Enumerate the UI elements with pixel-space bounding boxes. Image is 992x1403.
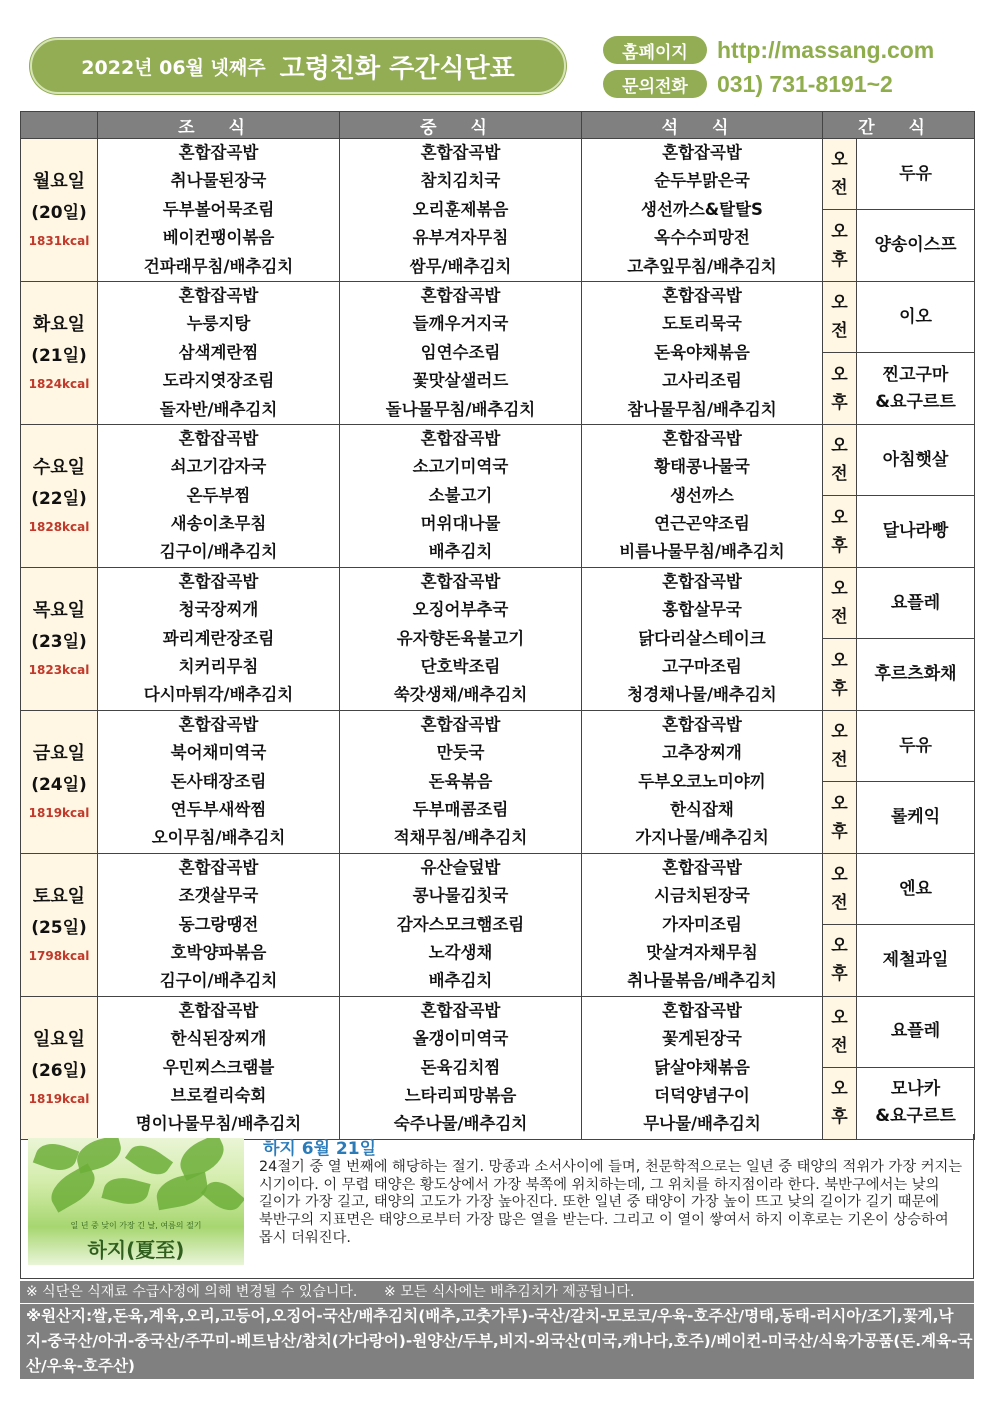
day-date: (24일)	[31, 774, 87, 795]
lunch-item: 소불고기	[428, 485, 493, 505]
homepage-link[interactable]: http://massang.com	[717, 36, 935, 63]
day-cell	[21, 139, 98, 282]
dinner-item: 혼합잡곡밥	[662, 143, 742, 162]
day-date: (21일)	[31, 345, 87, 366]
day-kcal: 1819kcal	[28, 1091, 90, 1106]
breakfast-item: 김구이/배추김치	[159, 971, 278, 991]
dinner-cell	[582, 567, 823, 710]
breakfast-item: 오이무침/배추김치	[151, 828, 286, 848]
breakfast-cell	[98, 424, 340, 567]
notes-title: 하지 6월 21일	[263, 1139, 377, 1159]
breakfast-cell	[98, 139, 340, 282]
table-header-row	[21, 112, 975, 139]
header-dinner: 석 식	[582, 112, 823, 139]
day-date: (23일)	[31, 631, 87, 652]
dinner-cell	[582, 853, 823, 996]
breakfast-cell	[98, 996, 340, 1139]
lunch-item: 노각생채	[428, 942, 493, 962]
lunch-item: 오징어부추국	[412, 600, 509, 620]
page-title: 고령친화 주간식단표	[279, 53, 515, 84]
breakfast-item: 북어채미역국	[170, 743, 267, 763]
lunch-item: 배추김치	[428, 542, 493, 562]
summer-solstice-image	[28, 1138, 244, 1265]
notes-section	[20, 1134, 974, 1279]
snack-am: 이오	[857, 281, 975, 352]
dinner-item: 무나물/배추김치	[643, 1114, 761, 1134]
dinner-item: 옥수수피망전	[654, 228, 750, 248]
snack-pm-label: 오 후	[823, 210, 857, 281]
lunch-item: 느타리피망볶음	[404, 1085, 517, 1105]
breakfast-item: 누룽지탕	[186, 314, 251, 334]
breakfast-item: 취나물된장국	[170, 171, 267, 191]
breakfast-item: 돈사태장조림	[170, 771, 267, 791]
day-cell	[21, 281, 98, 424]
day-cell	[21, 853, 98, 996]
snack-am-label: 오 전	[823, 853, 857, 924]
breakfast-item: 브로컬리숙회	[170, 1085, 267, 1105]
dinner-item: 청경채나물/배추김치	[627, 685, 777, 705]
lunch-item: 감자스모크햄조림	[396, 914, 525, 934]
menu-change-notice: ※ 식단은 식재료 수급사정에 의해 변경될 수 있습니다. ※ 모든 식사에는 배추김치가 제공됩니다.	[20, 1281, 974, 1303]
image-caption: 일 년 중 낮이 가장 긴 날, 여름의 절기	[70, 1221, 202, 1230]
title-banner	[30, 38, 566, 94]
breakfast-item: 삼색계란찜	[178, 342, 259, 362]
snack-pm: 찐고구마 &요구르트	[857, 353, 975, 424]
header-day	[21, 112, 98, 139]
lunch-item: 혼합잡곡밥	[420, 571, 501, 591]
day-name: 일요일	[32, 1028, 86, 1050]
dinner-cell	[582, 424, 823, 567]
snack-pm-label: 오 후	[823, 353, 857, 424]
dinner-item: 취나물볶음/배추김치	[627, 971, 777, 991]
breakfast-cell	[98, 710, 340, 853]
breakfast-cell	[98, 281, 340, 424]
snack-am: 요플레	[857, 567, 975, 638]
day-row	[21, 853, 975, 924]
snack-pm-label: 오 후	[823, 1068, 857, 1139]
snack-am-label: 오 전	[823, 281, 857, 352]
breakfast-item: 조갯살무국	[178, 886, 259, 906]
breakfast-item: 호박양파볶음	[170, 942, 267, 962]
day-name: 월요일	[32, 170, 86, 192]
dinner-item: 더덕양념구이	[654, 1085, 750, 1105]
snack-am: 엔요	[857, 853, 975, 924]
title-prefix: 2022년 06월 넷째주	[81, 56, 266, 79]
lunch-item: 올갱이미역국	[412, 1029, 509, 1049]
dinner-item: 고추잎무침/배추김치	[627, 256, 777, 276]
lunch-cell	[340, 424, 582, 567]
lunch-item: 혼합잡곡밥	[420, 285, 501, 305]
breakfast-item: 다시마튀각/배추김치	[143, 685, 294, 705]
snack-am-label: 오 전	[823, 139, 857, 210]
weekly-menu-table	[20, 111, 975, 1140]
breakfast-item: 한식된장찌개	[170, 1029, 267, 1049]
dinner-item: 혼합잡곡밥	[662, 285, 742, 305]
dinner-cell	[582, 996, 823, 1139]
snack-pm: 양송이스프	[857, 210, 975, 281]
snack-pm: 롤케익	[857, 782, 975, 853]
lunch-item: 참치김치국	[420, 171, 501, 191]
dinner-item: 두부오코노미야끼	[638, 771, 766, 791]
dinner-item: 맛살겨자채무침	[646, 942, 758, 962]
lunch-item: 쌈무/배추김치	[409, 256, 512, 276]
dinner-cell	[582, 710, 823, 853]
lunch-item: 혼합잡곡밥	[420, 1000, 501, 1020]
snack-am: 요플레	[857, 996, 975, 1067]
lunch-item: 단호박조림	[420, 657, 501, 677]
header-lunch: 중 식	[340, 112, 582, 139]
breakfast-item: 김구이/배추김치	[159, 542, 278, 562]
day-cell	[21, 424, 98, 567]
day-kcal: 1823kcal	[28, 662, 90, 677]
breakfast-item: 연두부새싹찜	[170, 799, 267, 819]
lunch-cell	[340, 996, 582, 1139]
breakfast-item: 두부볼어묵조림	[162, 199, 275, 219]
day-date: (22일)	[31, 488, 87, 509]
day-date: (25일)	[31, 917, 87, 938]
lunch-item: 소고기미역국	[412, 457, 509, 477]
snack-pm: 후르츠화채	[857, 639, 975, 710]
dinner-item: 생선까스	[670, 485, 734, 505]
lunch-cell	[340, 853, 582, 996]
lunch-item: 머위대나물	[420, 514, 501, 534]
snack-pm: 모나카 &요구르트	[857, 1068, 975, 1139]
day-date: (20일)	[31, 202, 87, 223]
phone-label: 문의전화	[603, 70, 707, 98]
snack-am: 두유	[857, 139, 975, 210]
lunch-item: 적채무침/배추김치	[393, 828, 528, 848]
snack-am-label: 오 전	[823, 567, 857, 638]
notes-text: 24절기 중 열 번째에 해당하는 절기. 망종과 소서사이에 들며, 천문학적으로는 일년 중 태양의 적위가 가장 커지는 시기이다. 이 무렵 태양은 황도상에서 가장 북쪽에 위치하는데, 그 위치를 하지점이라 한다. 북반구에서는 낮의 길이가 가장 길고, 태양의 고도가 가장 높아진다. 또한 일년 중 태양이 가장 높이 뜨고 낮의 길이가 길기 때문에 북반구의 지표면은 태양으로부터 가장 많은 열을 받는다. 그리고 이 열이 쌓여서 하지 이후로는 기온이 상승하여 몹시 더워진다.	[259, 1159, 963, 1246]
dinner-item: 고추장찌개	[662, 743, 742, 763]
breakfast-item: 쇠고기감자국	[170, 457, 267, 477]
dinner-item: 비름나물무침/배추김치	[619, 542, 785, 562]
day-name: 금요일	[32, 742, 86, 764]
day-name: 목요일	[32, 599, 86, 621]
day-kcal: 1798kcal	[28, 948, 90, 963]
dinner-item: 참나물무침/배추김치	[627, 399, 777, 419]
snack-pm-label: 오 후	[823, 496, 857, 567]
lunch-item: 유산슬덮밥	[420, 857, 501, 877]
day-row	[21, 710, 975, 781]
lunch-item: 유부겨자무침	[412, 228, 509, 248]
lunch-item: 혼합잡곡밥	[420, 143, 501, 162]
breakfast-item: 혼합잡곡밥	[178, 857, 259, 877]
dinner-item: 닭살야채볶음	[654, 1057, 750, 1077]
dinner-item: 고사리조림	[662, 371, 742, 391]
lunch-item: 만둣국	[436, 743, 485, 763]
day-row	[21, 281, 975, 352]
lunch-item: 오리훈제볶음	[412, 199, 509, 219]
origin-notice: ※원산지:쌀,돈육,계육,오리,고등어,오징어-국산/배추김치(배추,고춧가루)-국산/갈치-모로코/우육-호주산/명태,동태-러시아/조기,꽃게,낙지-중국산/아귀-중국산/주꾸미-베트남산/참치(가다랑어)-원양산/두부,비지-외국산(미국,캐나다,호주)/베이컨-미국산/식육가공품(돈.계육-국산/우육-호주산)	[20, 1304, 974, 1379]
breakfast-item: 동그랑땡전	[178, 914, 259, 934]
dinner-cell	[582, 139, 823, 282]
dinner-item: 혼합잡곡밥	[662, 1000, 742, 1020]
header-breakfast: 조 식	[98, 112, 340, 139]
breakfast-item: 우민찌스크램블	[162, 1057, 275, 1077]
lunch-item: 쑥갓생채/배추김치	[393, 685, 528, 705]
lunch-item: 꽃맛살샐러드	[412, 371, 509, 391]
day-cell	[21, 710, 98, 853]
dinner-item: 꽃게된장국	[662, 1029, 742, 1049]
lunch-item: 돈육볶음	[428, 771, 493, 791]
breakfast-cell	[98, 567, 340, 710]
dinner-item: 연근곤약조림	[654, 514, 750, 534]
breakfast-item: 치커리무침	[178, 657, 259, 677]
breakfast-item: 건파래무침/배추김치	[143, 256, 294, 276]
day-name: 토요일	[32, 885, 86, 907]
breakfast-item: 청국장찌개	[178, 600, 259, 620]
dinner-item: 혼합잡곡밥	[662, 714, 742, 734]
dinner-item: 생선까스&탈탈S	[641, 199, 763, 219]
lunch-cell	[340, 281, 582, 424]
phone-number: 031) 731-8191~2	[717, 70, 893, 97]
day-date: (26일)	[31, 1060, 87, 1081]
day-row	[21, 996, 975, 1067]
snack-am: 두유	[857, 710, 975, 781]
breakfast-item: 혼합잡곡밥	[178, 143, 259, 162]
dinner-item: 혼합잡곡밥	[662, 428, 742, 448]
lunch-cell	[340, 139, 582, 282]
day-row	[21, 567, 975, 638]
homepage-label: 홈페이지	[603, 36, 707, 64]
breakfast-item: 혼합잡곡밥	[178, 285, 259, 305]
lunch-item: 유자향돈육불고기	[396, 628, 525, 648]
dinner-item: 시금치된장국	[654, 886, 750, 906]
breakfast-item: 혼합잡곡밥	[178, 428, 259, 448]
lunch-item: 두부매콤조림	[412, 799, 509, 819]
day-name: 수요일	[32, 456, 86, 478]
snack-pm-label: 오 후	[823, 925, 857, 996]
lunch-item: 임연수조림	[420, 342, 501, 362]
phone-row	[603, 69, 893, 99]
dinner-item: 순두부맑은국	[654, 171, 750, 191]
breakfast-item: 명이나물무침/배추김치	[135, 1114, 302, 1134]
breakfast-item: 베이컨팽이볶음	[162, 228, 275, 248]
dinner-item: 혼합잡곡밥	[662, 857, 742, 877]
snack-pm-label: 오 후	[823, 782, 857, 853]
dinner-item: 혼합잡곡밥	[662, 571, 742, 591]
dinner-item: 한식잡채	[670, 799, 734, 819]
homepage-row	[603, 35, 934, 65]
image-title: 하지(夏至)	[87, 1238, 185, 1262]
breakfast-item: 꽈리계란장조림	[162, 628, 275, 648]
lunch-item: 들깨우거지국	[412, 314, 509, 334]
breakfast-item: 혼합잡곡밥	[178, 714, 259, 734]
dinner-item: 가지나물/배추김치	[635, 828, 769, 848]
day-kcal: 1828kcal	[28, 519, 90, 534]
snack-pm-label: 오 후	[823, 639, 857, 710]
dinner-item: 홍합살무국	[662, 600, 742, 620]
lunch-item: 배추김치	[428, 971, 493, 991]
day-row	[21, 139, 975, 210]
breakfast-cell	[98, 853, 340, 996]
lunch-item: 돈육김치찜	[420, 1057, 501, 1077]
snack-pm: 제철과일	[857, 925, 975, 996]
header-snack: 간 식	[823, 112, 975, 139]
breakfast-item: 돌자반/배추김치	[159, 399, 278, 419]
day-kcal: 1819kcal	[28, 805, 90, 820]
breakfast-item: 혼합잡곡밥	[178, 571, 259, 591]
dinner-item: 가자미조림	[662, 914, 742, 934]
snack-am: 아침햇살	[857, 424, 975, 495]
lunch-item: 숙주나물/배추김치	[393, 1114, 528, 1134]
lunch-item: 돌나물무침/배추김치	[385, 399, 536, 419]
dinner-item: 도토리묵국	[662, 314, 742, 334]
snack-am-label: 오 전	[823, 424, 857, 495]
dinner-item: 황태콩나물국	[654, 457, 750, 477]
breakfast-item: 혼합잡곡밥	[178, 1000, 259, 1020]
lunch-cell	[340, 567, 582, 710]
day-row	[21, 424, 975, 495]
breakfast-item: 도라지엿장조림	[162, 371, 275, 391]
dinner-item: 돈육야채볶음	[654, 342, 750, 362]
snack-am-label: 오 전	[823, 996, 857, 1067]
snack-am-label: 오 전	[823, 710, 857, 781]
breakfast-item: 온두부찜	[186, 485, 251, 505]
breakfast-item: 새송이초무침	[170, 514, 267, 534]
dinner-item: 닭다리살스테이크	[638, 628, 766, 648]
day-kcal: 1831kcal	[28, 233, 90, 248]
day-name: 화요일	[32, 313, 86, 335]
lunch-item: 혼합잡곡밥	[420, 428, 501, 448]
dinner-item: 고구마조림	[662, 657, 742, 677]
dinner-cell	[582, 281, 823, 424]
lunch-cell	[340, 710, 582, 853]
day-kcal: 1824kcal	[28, 376, 90, 391]
lunch-item: 콩나물김칫국	[412, 886, 509, 906]
day-cell	[21, 996, 98, 1139]
lunch-item: 혼합잡곡밥	[420, 714, 501, 734]
snack-pm: 달나라빵	[857, 496, 975, 567]
day-cell	[21, 567, 98, 710]
